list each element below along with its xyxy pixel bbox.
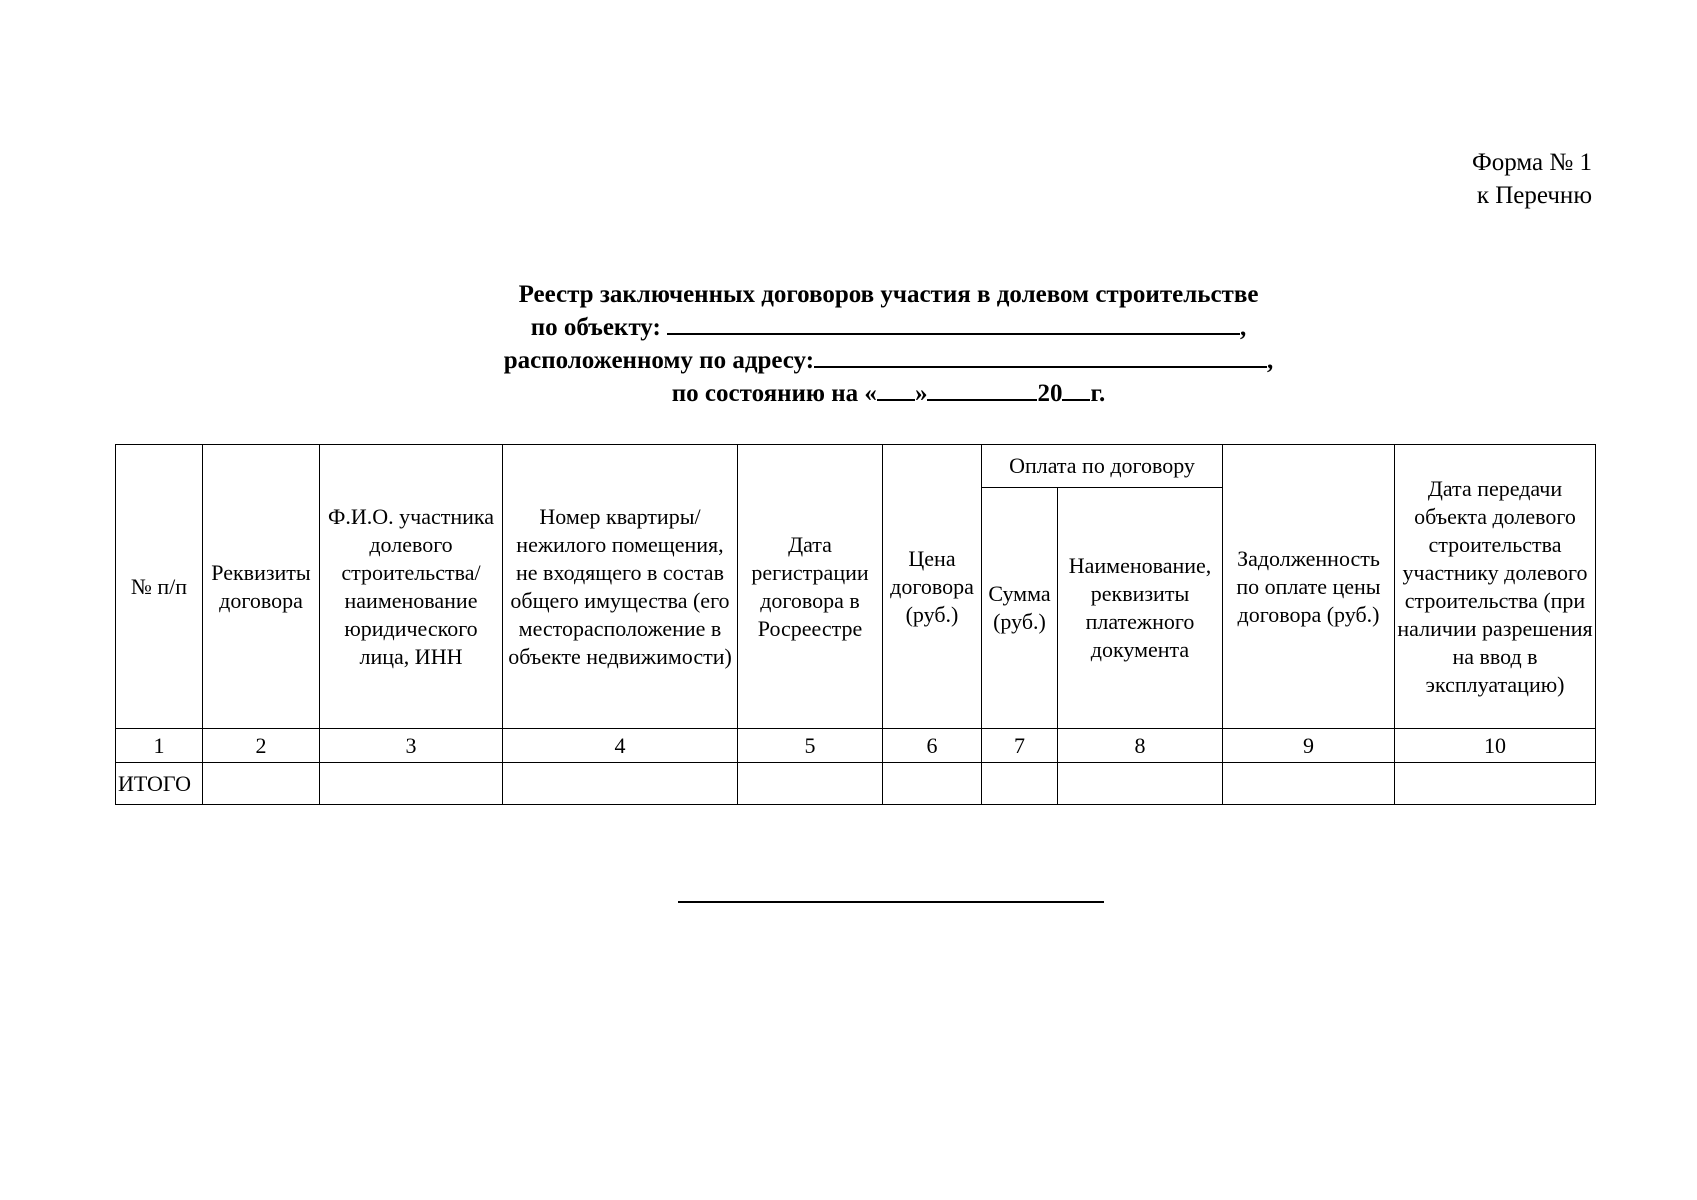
column-number: 3: [320, 729, 503, 763]
total-row: [116, 763, 1596, 805]
total-label: ИТОГО: [116, 763, 203, 805]
column-number: 7: [982, 729, 1058, 763]
day-blank[interactable]: [877, 377, 915, 401]
date-suffix: г.: [1090, 380, 1106, 407]
total-cell[interactable]: [883, 763, 982, 805]
column-number: 1: [116, 729, 203, 763]
column-number: 6: [883, 729, 982, 763]
header-col-9: Задолженность по оплате цены договора (руб.): [1223, 445, 1395, 729]
total-cell[interactable]: [503, 763, 738, 805]
total-cell[interactable]: [1395, 763, 1596, 805]
document-title: [0, 279, 1697, 410]
address-label: расположенному по адресу:: [503, 347, 815, 374]
total-cell[interactable]: [1223, 763, 1395, 805]
column-numbers-row: [116, 729, 1596, 763]
object-label: по объекту:: [530, 314, 668, 341]
total-cell[interactable]: [320, 763, 503, 805]
header-col-3: Ф.И.О. участника долевого строительства/ наименование юридического лица, ИНН: [320, 445, 503, 729]
date-prefix: по состоянию на «: [671, 380, 877, 407]
title-address-line: [0, 344, 1697, 377]
title-date-line: [0, 377, 1697, 410]
column-number: 4: [503, 729, 738, 763]
column-number: 2: [203, 729, 320, 763]
date-year: 20: [1037, 380, 1063, 407]
header-col-6: Цена договора (руб.): [883, 445, 982, 729]
table-header-row: [116, 445, 1596, 488]
header-col-4: Номер квартиры/ нежилого помещения, не входящего в состав общего имущества (его месторасположение в объекте недвижимости): [503, 445, 738, 729]
form-reference: [1472, 146, 1592, 212]
title-main: Реестр заключенных договоров участия в долевом строительстве: [518, 281, 1259, 308]
address-suffix: ,: [1267, 347, 1274, 374]
object-suffix: ,: [1240, 314, 1247, 341]
header-col-5: Дата регистрации договора в Росреестре: [738, 445, 883, 729]
address-blank[interactable]: [814, 344, 1267, 368]
object-blank[interactable]: [667, 311, 1240, 335]
column-number: 10: [1395, 729, 1596, 763]
date-mid: »: [914, 380, 928, 407]
total-cell[interactable]: [203, 763, 320, 805]
header-col-10: Дата передачи объекта долевого строительства участнику долевого строительства (при наличии разрешения на ввод в эксплуатацию): [1395, 445, 1596, 729]
total-cell[interactable]: [738, 763, 883, 805]
column-number: 8: [1058, 729, 1223, 763]
column-number: 9: [1223, 729, 1395, 763]
signature-line[interactable]: [678, 901, 1104, 903]
month-blank[interactable]: [927, 377, 1037, 401]
header-col-7: Сумма (руб.): [982, 488, 1058, 729]
year-blank[interactable]: [1062, 377, 1090, 401]
header-payment-group: Оплата по договору: [982, 445, 1223, 488]
total-cell[interactable]: [982, 763, 1058, 805]
form-number: Форма № 1: [1472, 149, 1592, 176]
total-cell[interactable]: [1058, 763, 1223, 805]
header-col-1: № п/п: [116, 445, 203, 729]
registry-table: [115, 444, 1596, 805]
title-object-line: [0, 311, 1697, 344]
column-number: 5: [738, 729, 883, 763]
form-attachment: к Перечню: [1476, 182, 1592, 209]
header-col-2: Реквизиты договора: [203, 445, 320, 729]
header-col-8: Наименование, реквизиты платежного документа: [1058, 488, 1223, 729]
